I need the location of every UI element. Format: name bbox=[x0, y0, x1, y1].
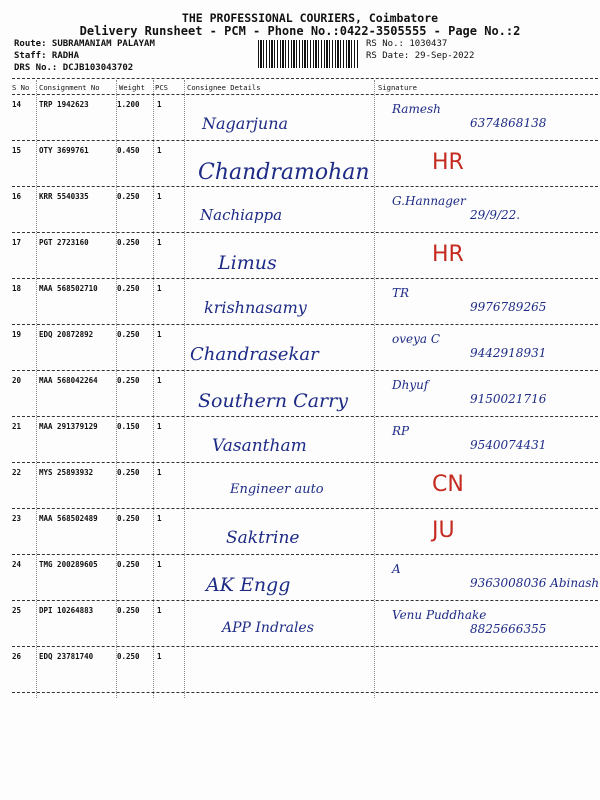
consignment-number: OTY 3699761 bbox=[39, 146, 89, 155]
row-sno: 19 bbox=[12, 330, 22, 339]
table-row bbox=[0, 96, 600, 142]
signature-note: 9442918931 bbox=[470, 346, 547, 360]
consignee-handwritten: Nachiappa bbox=[200, 206, 283, 224]
table-row bbox=[0, 372, 600, 418]
pcs-value: 1 bbox=[157, 606, 162, 615]
row-divider bbox=[12, 554, 598, 555]
table-row bbox=[0, 464, 600, 510]
consignment-number: TMG 200289605 bbox=[39, 560, 98, 569]
table-row bbox=[0, 280, 600, 326]
signature-note: 9150021716 bbox=[470, 392, 547, 406]
consignee-handwritten: Engineer auto bbox=[230, 482, 324, 497]
pcs-value: 1 bbox=[157, 468, 162, 477]
consignment-number: MAA 291379129 bbox=[39, 422, 98, 431]
signature-handwritten: A bbox=[392, 562, 401, 576]
row-divider bbox=[12, 186, 598, 187]
company-title: THE PROFESSIONAL COURIERS, Coimbatore bbox=[181, 11, 439, 25]
table-row bbox=[0, 510, 600, 556]
row-divider bbox=[12, 324, 598, 325]
staff-label: Staff: RADHA bbox=[14, 51, 80, 61]
weight-value: 0.150 bbox=[117, 422, 140, 431]
route-label: Route: SUBRAMANIAM PALAYAM bbox=[14, 39, 155, 49]
row-sno: 15 bbox=[12, 146, 22, 155]
signature-handwritten: oveya C bbox=[392, 332, 441, 346]
pcs-value: 1 bbox=[157, 514, 162, 523]
signature-handwritten: G.Hannager bbox=[392, 194, 466, 208]
consignee-handwritten: Vasantham bbox=[212, 436, 307, 456]
rs-date: RS Date: 29-Sep-2022 bbox=[366, 51, 475, 61]
row-sno: 24 bbox=[12, 560, 22, 569]
pcs-value: 1 bbox=[157, 330, 162, 339]
drs-number: DRS No.: DCJB103043702 bbox=[14, 63, 134, 73]
signature-handwritten: HR bbox=[432, 242, 464, 267]
consignee-handwritten: AK Engg bbox=[206, 574, 291, 596]
row-divider bbox=[12, 140, 598, 141]
col-header-pcs: PCS bbox=[155, 83, 168, 92]
row-divider bbox=[12, 508, 598, 509]
consignment-number: PGT 2723160 bbox=[39, 238, 89, 247]
row-sno: 23 bbox=[12, 514, 22, 523]
signature-note: 8825666355 bbox=[470, 622, 547, 636]
table-row bbox=[0, 188, 600, 234]
consignee-handwritten: Nagarjuna bbox=[202, 114, 289, 133]
weight-value: 0.250 bbox=[117, 192, 140, 201]
row-sno: 22 bbox=[12, 468, 22, 477]
signature-note: 6374868138 bbox=[470, 116, 547, 130]
consignment-number: EDQ 20872892 bbox=[39, 330, 94, 339]
signature-handwritten: Venu Puddhake bbox=[392, 608, 487, 622]
signature-note: 29/9/22. bbox=[470, 208, 521, 222]
signature-handwritten: RP bbox=[392, 424, 410, 438]
table-row bbox=[0, 326, 600, 372]
pcs-value: 1 bbox=[157, 146, 162, 155]
weight-value: 0.450 bbox=[117, 146, 140, 155]
table-row bbox=[0, 556, 600, 602]
weight-value: 0.250 bbox=[117, 284, 140, 293]
weight-value: 1.200 bbox=[117, 100, 140, 109]
row-divider bbox=[12, 370, 598, 371]
pcs-value: 1 bbox=[157, 192, 162, 201]
row-divider bbox=[12, 232, 598, 233]
header-rule-bottom bbox=[12, 94, 598, 95]
table-row bbox=[0, 234, 600, 280]
consignee-handwritten: Chandramohan bbox=[198, 160, 370, 185]
consignee-handwritten: Southern Carry bbox=[198, 390, 348, 412]
consignee-handwritten: APP Indrales bbox=[222, 620, 314, 636]
table-row bbox=[0, 418, 600, 464]
barcode bbox=[258, 40, 358, 68]
row-sno: 17 bbox=[12, 238, 22, 247]
signature-note: 9976789265 bbox=[470, 300, 547, 314]
row-sno: 18 bbox=[12, 284, 22, 293]
weight-value: 0.250 bbox=[117, 330, 140, 339]
row-sno: 25 bbox=[12, 606, 22, 615]
consignee-handwritten: Saktrine bbox=[226, 528, 300, 548]
table-row bbox=[0, 648, 600, 694]
col-header-signature: Signature bbox=[378, 83, 417, 92]
weight-value: 0.250 bbox=[117, 468, 140, 477]
consignment-number: MAA 568042264 bbox=[39, 376, 98, 385]
weight-value: 0.250 bbox=[117, 606, 140, 615]
pcs-value: 1 bbox=[157, 284, 162, 293]
consignment-number: DPI 10264883 bbox=[39, 606, 94, 615]
table-row bbox=[0, 602, 600, 648]
row-divider bbox=[12, 416, 598, 417]
consignment-number: MAA 568502489 bbox=[39, 514, 98, 523]
row-sno: 16 bbox=[12, 192, 22, 201]
pcs-value: 1 bbox=[157, 560, 162, 569]
consignee-handwritten: krishnasamy bbox=[204, 298, 307, 317]
rs-number: RS No.: 1030437 bbox=[366, 39, 448, 49]
pcs-value: 1 bbox=[157, 376, 162, 385]
row-sno: 20 bbox=[12, 376, 22, 385]
consignee-handwritten: Chandrasekar bbox=[190, 344, 319, 365]
signature-handwritten: JU bbox=[432, 518, 455, 543]
signature-handwritten: TR bbox=[392, 286, 410, 300]
weight-value: 0.250 bbox=[117, 652, 140, 661]
consignment-number: MYS 25893932 bbox=[39, 468, 94, 477]
weight-value: 0.250 bbox=[117, 376, 140, 385]
col-header-weight: Weight bbox=[119, 83, 145, 92]
consignment-number: KRR 5540335 bbox=[39, 192, 89, 201]
signature-note: 9363008036 Abinash bbox=[470, 576, 600, 590]
col-header-consignment: Consignment No bbox=[39, 83, 100, 92]
row-sno: 14 bbox=[12, 100, 22, 109]
signature-handwritten: Dhyuf bbox=[392, 378, 429, 392]
col-header-consignee: Consignee Details bbox=[187, 83, 261, 92]
weight-value: 0.250 bbox=[117, 514, 140, 523]
runsheet-subtitle: Delivery Runsheet - PCM - Phone No.:0422-3505555 - Page No.:2 bbox=[79, 24, 521, 38]
pcs-value: 1 bbox=[157, 100, 162, 109]
consignee-handwritten: Limus bbox=[218, 252, 277, 274]
header-rule-top bbox=[12, 78, 598, 79]
consignment-number: EDQ 23781740 bbox=[39, 652, 94, 661]
signature-handwritten: Ramesh bbox=[392, 102, 441, 116]
row-sno: 21 bbox=[12, 422, 22, 431]
weight-value: 0.250 bbox=[117, 560, 140, 569]
row-divider bbox=[12, 646, 598, 647]
signature-handwritten: CN bbox=[432, 472, 464, 497]
weight-value: 0.250 bbox=[117, 238, 140, 247]
row-divider bbox=[12, 692, 598, 693]
signature-note: 9540074431 bbox=[470, 438, 547, 452]
signature-handwritten: HR bbox=[432, 150, 464, 175]
row-divider bbox=[12, 278, 598, 279]
pcs-value: 1 bbox=[157, 238, 162, 247]
row-sno: 26 bbox=[12, 652, 22, 661]
consignment-number: TRP 1942623 bbox=[39, 100, 89, 109]
pcs-value: 1 bbox=[157, 652, 162, 661]
row-divider bbox=[12, 600, 598, 601]
row-divider bbox=[12, 462, 598, 463]
col-header-sno: S No bbox=[12, 83, 30, 92]
consignment-number: MAA 568502710 bbox=[39, 284, 98, 293]
pcs-value: 1 bbox=[157, 422, 162, 431]
table-row bbox=[0, 142, 600, 188]
